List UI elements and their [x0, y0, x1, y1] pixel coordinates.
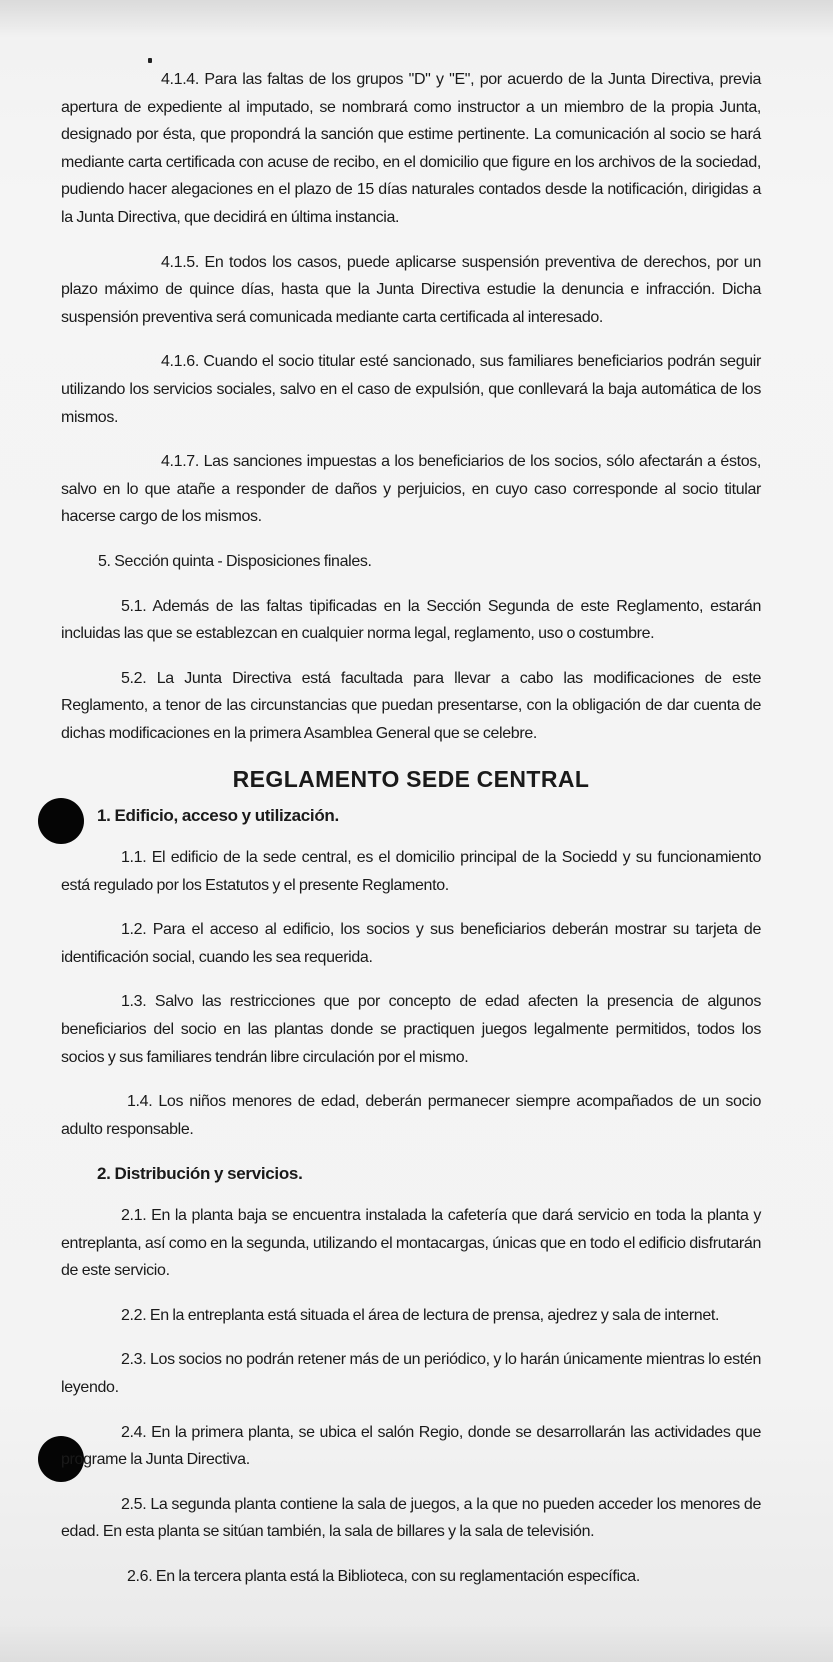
page-bottom-shadow [0, 1622, 833, 1662]
paragraph-2-2: 2.2. En la entreplanta está situada el área de lectura de prensa, ajedrez y sala de internet. [121, 1306, 720, 1324]
paragraph-1-2: 1.2. Para el acceso al edificio, los socios y sus beneficiarios deberán mostrar su tarjeta de identificación social, cuando les sea requerida. [61, 921, 761, 966]
paragraph-2-5: 2.5. La segunda planta contiene la sala de juegos, a la que no pueden acceder los menores de edad. En esta planta se sitúan también, la sala de billares y la sala de televisión. [61, 1495, 761, 1541]
section-five-heading: 5. Sección quinta - Disposiciones finales. [98, 552, 372, 570]
paragraph-2-3: 2.3. Los socios no podrán retener más de un periódico, y lo harán únicamente mientras lo estén leyendo. [61, 1351, 761, 1396]
paragraph-1-3: 1.3. Salvo las restricciones que por concepto de edad afecten la presencia de algunos beneficiarios del socio en las plantas donde se practiquen juegos legalmente permitidos, todos los socios y sus familiares tendrán libre circulación por el mismo. [61, 993, 761, 1066]
document-body [61, 66, 761, 1608]
document-title: REGLAMENTO SEDE CENTRAL [232, 766, 590, 793]
paragraph-4-1-7: 4.1.7. Las sanciones impuestas a los beneficiarios de los socios, sólo afectarán a éstos, salvo en lo que atañe a responder de daños y perjuicios, en cuyo caso corresponde al socio titular hacerse cargo de los mismos. [61, 453, 761, 526]
paragraph-2-4: 2.4. En la primera planta, se ubica el salón Regio, donde se desarrollarán las actividades que programe la Junta Directiva. [61, 1423, 761, 1469]
paragraph-4-1-5: 4.1.5. En todos los casos, puede aplicarse suspensión preventiva de derechos, por un plazo máximo de quince días, hasta que la Junta Directiva estudie la denuncia e infracción. Dicha suspensión preventiva será comunicada mediante carta certificada al interesado. [61, 253, 761, 326]
page-top-shadow [0, 0, 833, 36]
ink-mark [148, 58, 152, 63]
paragraph-2-6: 2.6. En la tercera planta está la Biblioteca, con su reglamentación específica. [127, 1567, 640, 1585]
paragraph-4-1-4: 4.1.4. Para las faltas de los grupos "D" y "E", por acuerdo de la Junta Directiva, previa apertura de expediente al imputado, se nombrará como instructor a un miembro de la propia Junta, designado por ésta, que propondrá la sanción que estime pertinente. La comunicación al socio se hará mediante carta certificada con acuse de recibo, en el domicilio que figure en los archivos de la sociedad, pudiendo hacer alegaciones en el plazo de 15 días naturales contados desde la notificación, dirigidas a la Junta Directiva, que decidirá en última instancia. [61, 71, 761, 226]
paragraph-4-1-6: 4.1.6. Cuando el socio titular esté sancionado, sus familiares beneficiarios podrán seguir utilizando los servicios sociales, salvo en el caso de expulsión, que conllevará la baja automática de los mismos. [61, 353, 761, 426]
paragraph-1-1: 1.1. El edificio de la sede central, es el domicilio principal de la Sociedd y su funcionamiento está regulado por los Estatutos y el presente Reglamento. [61, 849, 761, 894]
paragraph-2-1: 2.1. En la planta baja se encuentra instalada la cafetería que dará servicio en toda la planta y entreplanta, así como en la segunda, utilizando el montacargas, únicas que en todo el edificio disfrutarán de este servicio. [61, 1207, 761, 1280]
paragraph-5-2: 5.2. La Junta Directiva está facultada para llevar a cabo las modificaciones de este Reglamento, a tenor de las circunstancias que puedan presentarse, con la obligación de dar cuenta de dichas modificaciones en la primera Asamblea General que se celebre. [61, 669, 761, 742]
section-heading-2: 2. Distribución y servicios. [97, 1164, 303, 1184]
section-heading-1: 1. Edificio, acceso y utilización. [97, 806, 339, 826]
paragraph-5-1: 5.1. Además de las faltas tipificadas en la Sección Segunda de este Reglamento, estarán incluidas las que se establezcan en cualquier norma legal, reglamento, uso o costumbre. [61, 597, 761, 643]
paragraph-1-4: 1.4. Los niños menores de edad, deberán permanecer siempre acompañados de un socio adulto responsable. [61, 1093, 761, 1138]
